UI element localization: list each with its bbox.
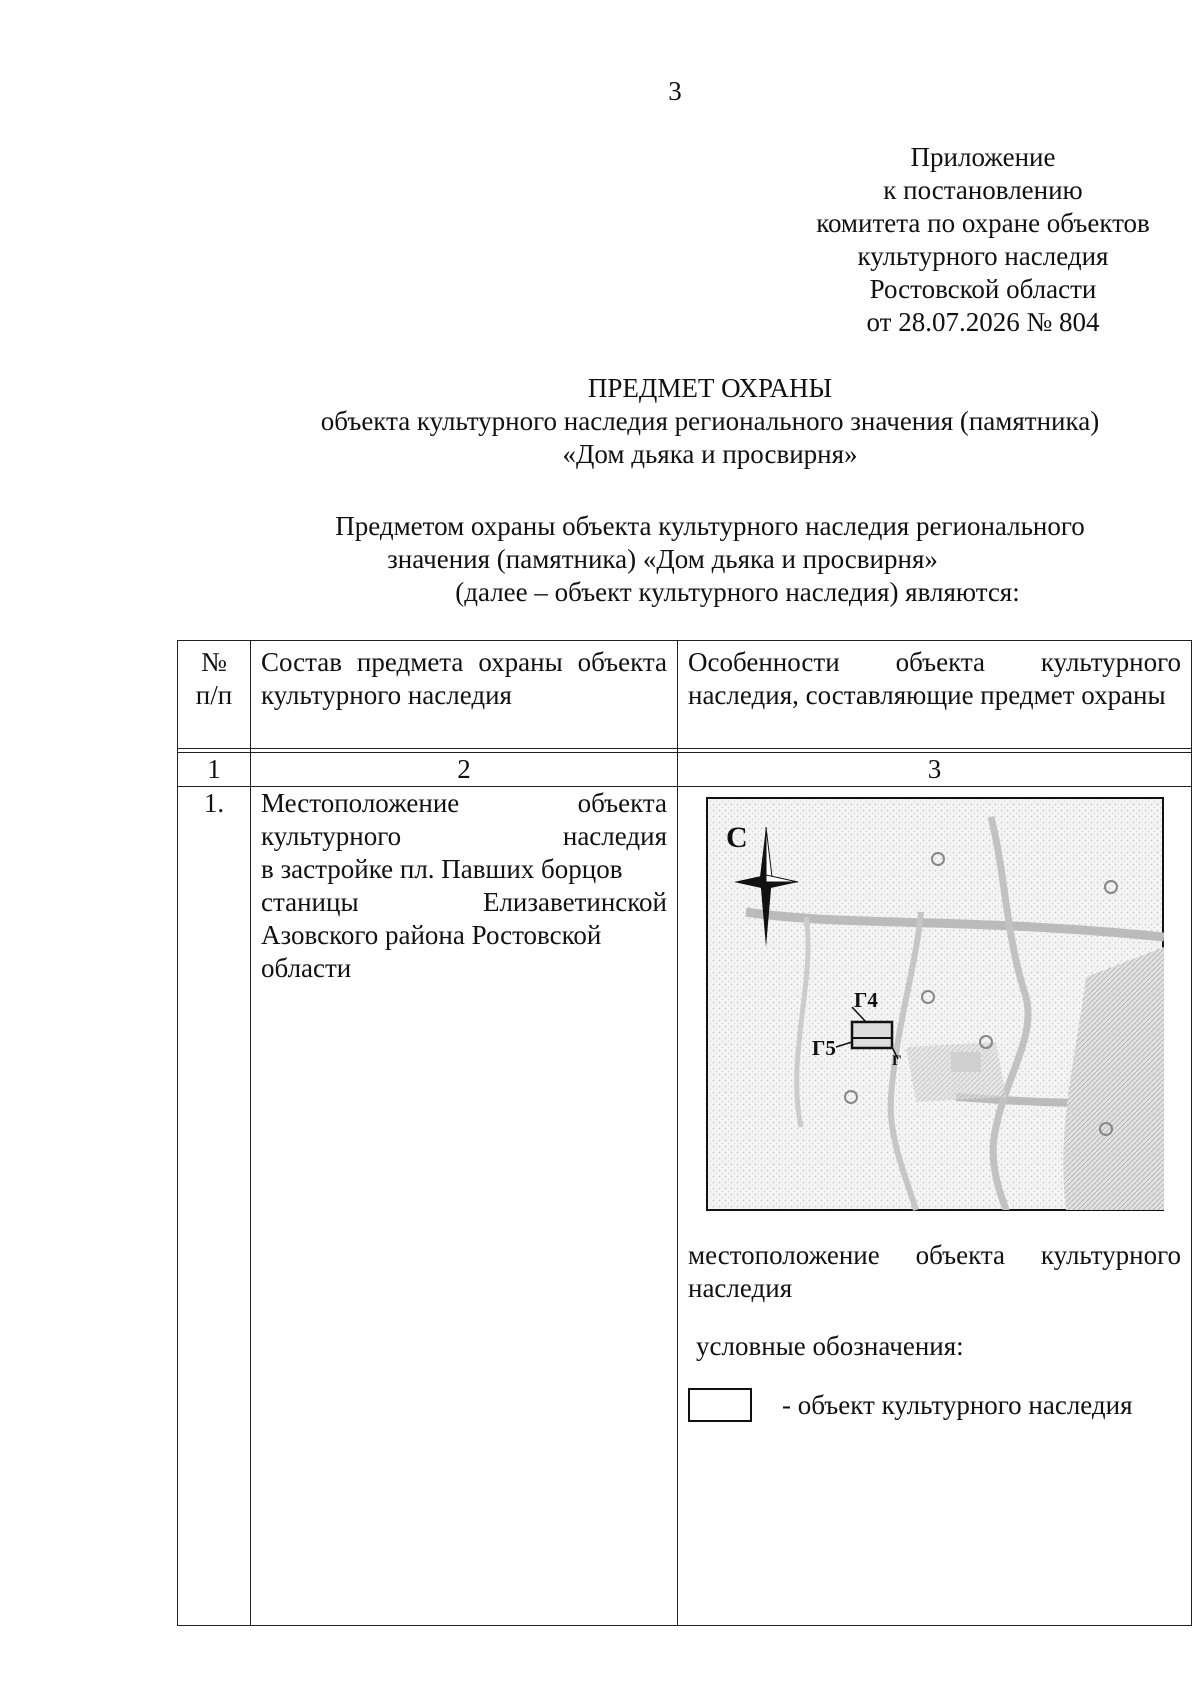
column-number: 2 xyxy=(251,753,678,787)
intro-paragraph xyxy=(250,510,1170,609)
intro-line: значения (памятника) «Дом дьяка и просвирня» xyxy=(387,544,938,574)
appendix-line: культурного наследия xyxy=(857,241,1109,271)
composition-line xyxy=(261,820,667,853)
title-heading: ПРЕДМЕТ ОХРАНЫ xyxy=(587,373,833,403)
north-label: С xyxy=(726,821,748,854)
composition-word: Местоположение xyxy=(261,788,460,818)
legend-item-label: - объект культурного наследия xyxy=(782,1389,1133,1420)
row-features-cell xyxy=(678,787,1192,1626)
column-number: 3 xyxy=(678,753,1192,787)
appendix-line: от 28.07.2026 № 804 xyxy=(866,307,1100,337)
row-number: 1. xyxy=(178,787,251,1626)
column-number-row xyxy=(178,753,1192,787)
heritage-object-marker xyxy=(852,1022,892,1048)
composition-line: в застройке пл. Павших борцов xyxy=(261,854,623,884)
header-features-cell xyxy=(678,641,1192,749)
appendix-line: Ростовской области xyxy=(869,274,1097,304)
composition-line: Азовского района Ростовской xyxy=(261,920,602,950)
map-label-g: Г xyxy=(892,1053,902,1069)
title-subheading: объекта культурного наследия регионального значения (памятника) xyxy=(320,406,1100,436)
composition-word: станицы xyxy=(261,887,359,917)
appendix-line: Приложение xyxy=(910,142,1056,172)
intro-line: Предметом охраны объекта культурного наследия регионального xyxy=(335,511,1085,541)
appendix-block xyxy=(800,141,1166,339)
page-number: 3 xyxy=(668,76,682,106)
legend-title: условные обозначения: xyxy=(696,1331,964,1361)
header-number-abbr: п/п xyxy=(195,680,233,710)
composition-line xyxy=(261,886,667,919)
legend-item xyxy=(688,1388,1181,1422)
row-composition-cell xyxy=(251,787,678,1626)
appendix-line: комитета по охране объектов xyxy=(816,208,1150,238)
composition-line xyxy=(261,787,667,820)
document-title xyxy=(250,372,1170,471)
map-label-g4: Г4 xyxy=(854,988,878,1012)
map-caption: местоположение объекта культурного наследия xyxy=(688,1240,1181,1303)
map-building xyxy=(951,1052,981,1072)
header-composition-text: Состав предмета охраны объекта культурного наследия xyxy=(261,647,667,710)
appendix-line: к постановлению xyxy=(883,175,1083,205)
column-number: 1 xyxy=(178,753,251,787)
header-composition-cell xyxy=(251,641,678,749)
composition-word: объекта xyxy=(577,788,667,818)
header-features-text: Особенности объекта культурного наследия, составляющие предмет охраны xyxy=(688,647,1181,710)
header-number-symbol: № xyxy=(201,647,227,677)
table-header-row xyxy=(178,641,1192,749)
location-map xyxy=(706,797,1164,1211)
map-label-g5: Г5 xyxy=(812,1036,836,1060)
composition-line: области xyxy=(261,953,352,983)
header-number-cell xyxy=(178,641,251,749)
intro-line: (далее – объект культурного наследия) являются: xyxy=(455,577,1020,607)
table-row xyxy=(178,787,1192,1626)
composition-word: наследия xyxy=(562,821,667,851)
composition-word: Елизаветинской xyxy=(482,887,667,917)
composition-word: культурного xyxy=(261,821,402,851)
legend-box-icon xyxy=(688,1388,752,1422)
protection-subject-table xyxy=(177,640,1192,1626)
title-object-name: «Дом дьяка и просвирня» xyxy=(562,439,858,469)
